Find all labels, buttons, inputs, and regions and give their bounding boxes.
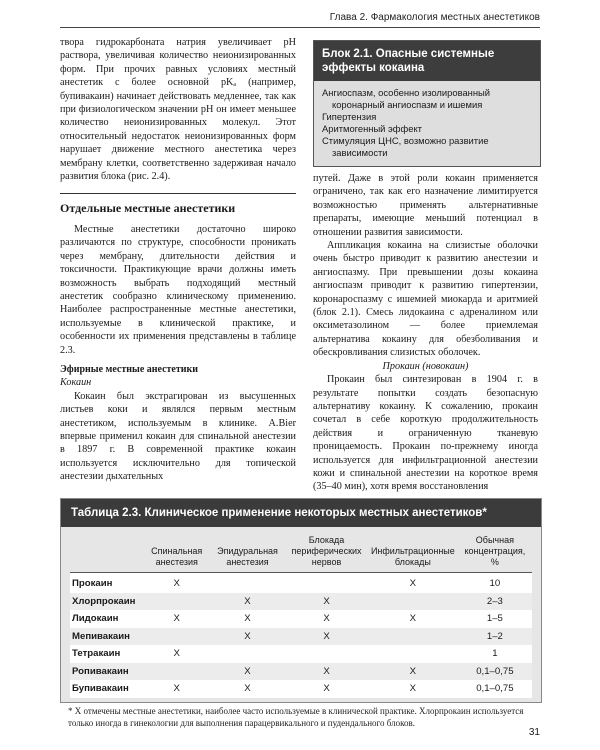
table-cell: X — [244, 613, 251, 625]
table-cell: X — [409, 665, 417, 677]
subheading-procaine: Прокаин (новокаин) — [382, 360, 469, 372]
left-paragraph-1: твора гидрокарбоната натрия увеличивает pH раствора, увеличивая количество неионизированных форм. При прочих равных условиях местный анестетик с более основной pKₐ (например, бупивакаин) начинает действовать медленнее, так как при физиологическом значении pH он имеет меньшее количество неионизированных молекул. Этот относительный недостаток неионизированных форм нарушает движение местного анестетика через мембрану клетки, соответственно задерживая начало развития блока (рис. 2.4). — [60, 37, 296, 183]
table-cell: 0,1–0,75 — [476, 665, 514, 677]
header-rule — [60, 27, 540, 28]
anesthetics-table — [70, 533, 532, 698]
right-column — [313, 172, 538, 494]
table-cell: 10 — [489, 578, 501, 590]
table-cell: Тетракаин — [72, 648, 121, 660]
cocaine-effects-box — [313, 40, 541, 167]
table-cell: X — [173, 578, 180, 590]
table-cell: X — [244, 683, 251, 695]
table-cell: X — [244, 665, 251, 677]
table-cell: Лидокаин — [72, 613, 119, 625]
table-title: Таблица 2.3. Клиническое применение некоторых местных анестетиков* — [61, 499, 541, 527]
table-cell: X — [173, 683, 180, 695]
box-item: Аритмогенный эффект — [322, 123, 422, 134]
table-cell — [285, 645, 368, 663]
table-cell: X — [244, 630, 251, 642]
column-header — [70, 533, 144, 573]
table-row — [70, 610, 532, 628]
column-header: Обычная концентрация, % — [458, 533, 532, 573]
table-row — [70, 628, 532, 646]
table-cell: X — [323, 613, 330, 625]
table-cell — [144, 593, 210, 611]
column-header: Инфильтрационные блокады — [368, 533, 458, 573]
box-item: Гипертензия — [322, 111, 377, 122]
section-divider — [60, 193, 296, 194]
table-cell: X — [409, 683, 417, 695]
column-header: Спинальная анестезия — [144, 533, 210, 573]
table-cell: X — [244, 595, 251, 607]
right-paragraph-1: путей. Даже в этой роли кокаин применяется ограничено, так как его назначение лимитируется возможностью применять альтернативные препараты, имеющие меньший потенциал в отношении развития зависимости. — [313, 173, 538, 238]
table-header-row — [70, 533, 532, 573]
table-cell — [144, 628, 210, 646]
box-item: Стимуляция ЦНС, возможно развитие зависимости — [322, 135, 489, 158]
left-column — [60, 36, 296, 484]
table-cell — [285, 573, 368, 593]
table-cell: Хлорпрокаин — [72, 595, 136, 607]
left-paragraph-2: Местные анестетики достаточно широко различаются по структуре, способности проникать через мембрану, длительности действия и токсичности. Практикующие врачи должны иметь возможность выбрать подходящий местный анестетик сообразно клиническому применению. Наиболее распространенные местные анестетики, используемые в клинической практике, и особенности их применения представлены в таблице 2.3. — [60, 223, 296, 356]
right-paragraph-3: Прокаин был синтезирован в 1904 г. в результате попытки создать безопасную альтернативу кокаину. К сожалению, прокаин сочетал в себе короткую продолжительность действия и ограниченную тканевую проницаемость. Прокаин по-прежнему иногда используется для инфильтрационной анестезии кожи и спинальной анестезии на короткое время (35–40 мин), хотя время восстановления — [313, 374, 538, 493]
table-cell: X — [323, 665, 330, 677]
box-item: Ангиоспазм, особенно изолированный коронарный ангиоспазм и ишемия — [322, 87, 490, 110]
box-title: Блок 2.1. Опасные системные эффекты кокаина — [314, 41, 540, 81]
table-cell: 2–3 — [486, 595, 503, 607]
table-row — [70, 663, 532, 681]
table-cell: X — [409, 578, 417, 590]
table-cell — [368, 645, 458, 663]
table-cell — [210, 645, 285, 663]
column-header: Блокада периферических нервов — [285, 533, 368, 573]
column-header: Эпидуральная анестезия — [210, 533, 285, 573]
table-row — [70, 680, 532, 698]
section-title: Отдельные местные анестетики — [60, 201, 236, 216]
table-cell: 1–2 — [486, 630, 503, 642]
table-cell: X — [173, 648, 180, 660]
table-cell — [144, 663, 210, 681]
table-cell: 1 — [492, 648, 498, 660]
table-cell — [368, 593, 458, 611]
table-cell — [210, 573, 285, 593]
subheading-ester-anesthetics: Эфирные местные анестетики — [60, 363, 199, 375]
subheading-cocaine: Кокаин — [60, 377, 92, 389]
table-cell: Ропивакаин — [72, 665, 129, 677]
table-cell: 0,1–0,75 — [476, 683, 514, 695]
table-cell — [368, 628, 458, 646]
table-row — [70, 573, 532, 593]
right-paragraph-2: Аппликация кокаина на слизистые оболочки очень быстро приводит к развитию анестезии и ангиоспазму. При превышении дозы кокаина ангиоспазм приводит к развитию гипертензии, коронароспазму с ишемией миокарда и аритмией (блок 2.1). Смесь лидокаина с адреналином или оксиметазолином — более приемлемая альтернатива кокаину для обезболивания и обескровливания слизистых оболочек. — [313, 240, 538, 359]
table-cell: 1–5 — [486, 613, 503, 625]
table-cell: Мепивакаин — [72, 630, 130, 642]
table-cell: Бупивакаин — [72, 683, 129, 695]
box-items — [314, 81, 540, 159]
table-cell: X — [173, 613, 180, 625]
table-cell: X — [323, 630, 330, 642]
table-cell: X — [323, 683, 330, 695]
left-paragraph-3: Кокаин был экстрагирован из высушенных листьев коки и являлся первым местным анестетиком, используемым в клинике. A.Bier впервые применил кокаин для спинальной анестезии в 1897 г. В современной практике кокаин используется исключительно для топической анестезии дыхательных — [60, 390, 296, 483]
table-row — [70, 645, 532, 663]
chapter-title: Глава 2. Фармакология местных анестетиков — [329, 12, 540, 23]
table-cell: X — [323, 595, 330, 607]
table-row — [70, 593, 532, 611]
anesthetics-table-panel — [60, 498, 542, 703]
table-footnote: * X отмечены местные анестетики, наиболее часто используемые в клинической практике. Хлорпрокаин используется только иногда в гинекологии для выполнения парацервикального и пудендального блоков. — [68, 706, 524, 728]
table-cell: X — [409, 613, 417, 625]
table-cell: Прокаин — [72, 578, 113, 590]
page-number: 31 — [528, 727, 540, 738]
